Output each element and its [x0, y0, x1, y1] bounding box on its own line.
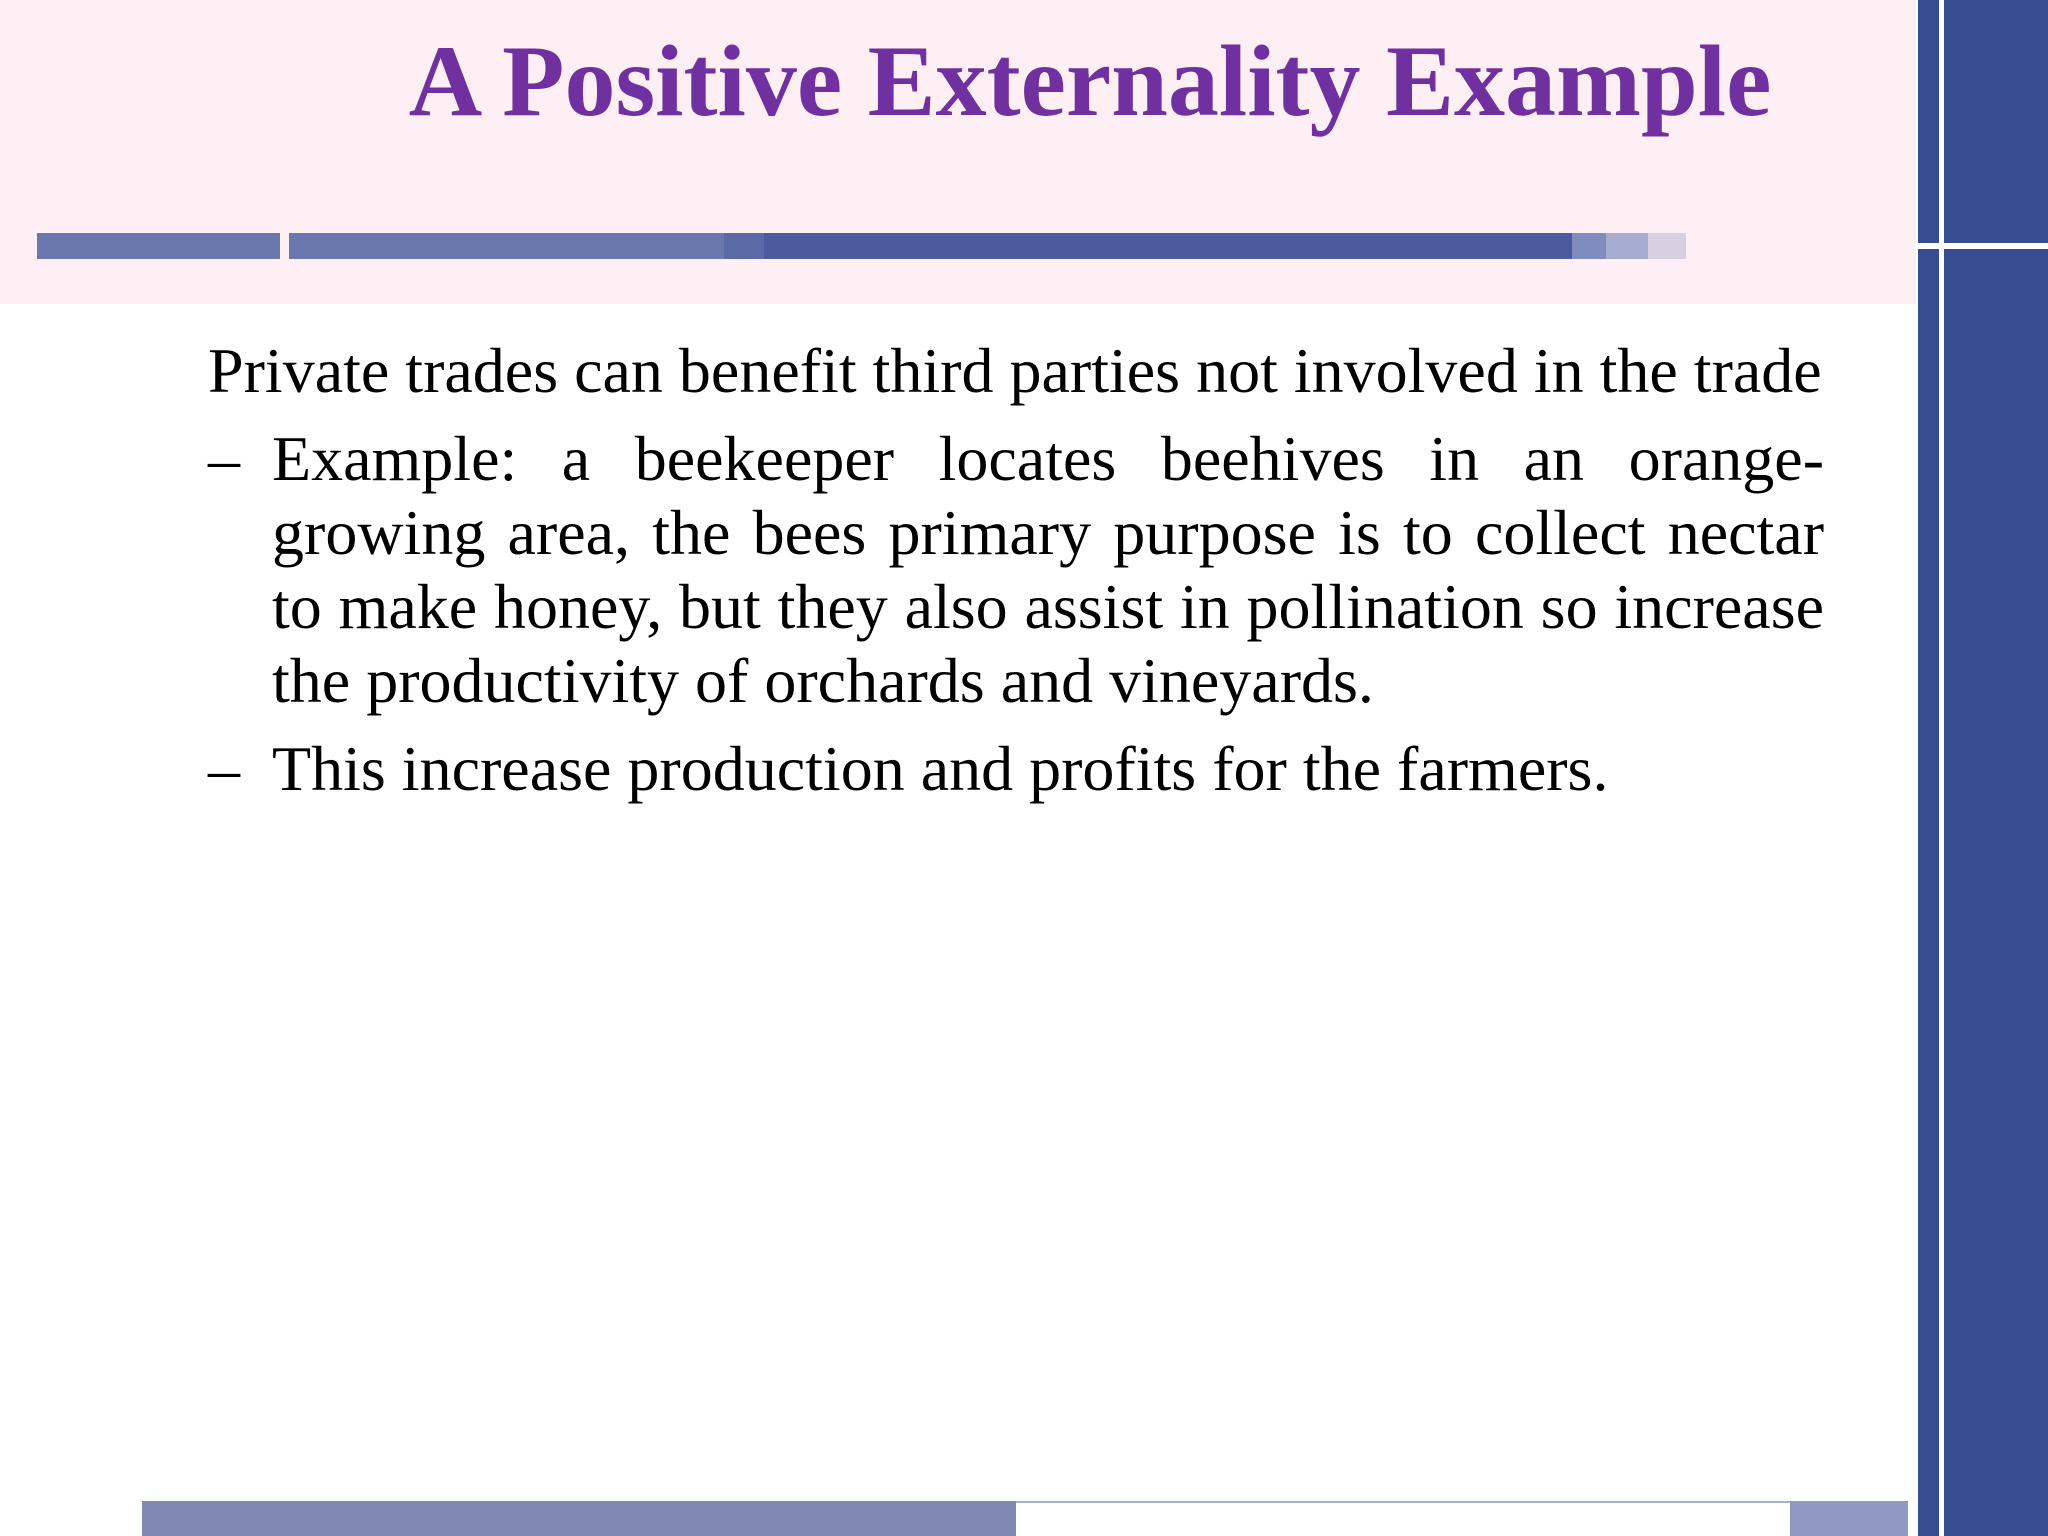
footer-bar-segment: [142, 1501, 1016, 1536]
footer-bar-segment: [1016, 1501, 1790, 1536]
slide-body: [208, 334, 1824, 806]
slide-title: A Positive Externality Example: [408, 25, 1772, 138]
right-accent-divider-vertical: [1939, 0, 1944, 1536]
title-rule-segment: [37, 233, 280, 259]
title-rule-segment: [764, 233, 1572, 259]
title-rule-segment: [1572, 233, 1606, 259]
bullet-marker: –: [208, 733, 240, 804]
intro-paragraph: Private trades can benefit third parties not involved in the trade: [208, 335, 1822, 406]
right-accent-bar: [1918, 0, 2048, 1536]
title-rule-segment: [289, 233, 724, 259]
bullet-text: Example: a beekeeper locates beehives in an orange-growing area, the bees primary purpose is to collect nectar to make honey, but they also assist in pollination so increase the productivity of orchards and vineyards.: [272, 423, 1824, 716]
right-accent-divider-horizontal: [1918, 243, 2048, 249]
bullet-item: [208, 732, 1824, 806]
bullet-text: This increase production and profits for the farmers.: [272, 733, 1609, 804]
footer-bar-segment: [1790, 1501, 1908, 1536]
bullet-marker: –: [208, 423, 240, 494]
bullet-item: [208, 422, 1824, 718]
title-rule-segment: [1648, 233, 1686, 259]
title-rule-segment: [1606, 233, 1648, 259]
title-rule-segment: [724, 233, 764, 259]
